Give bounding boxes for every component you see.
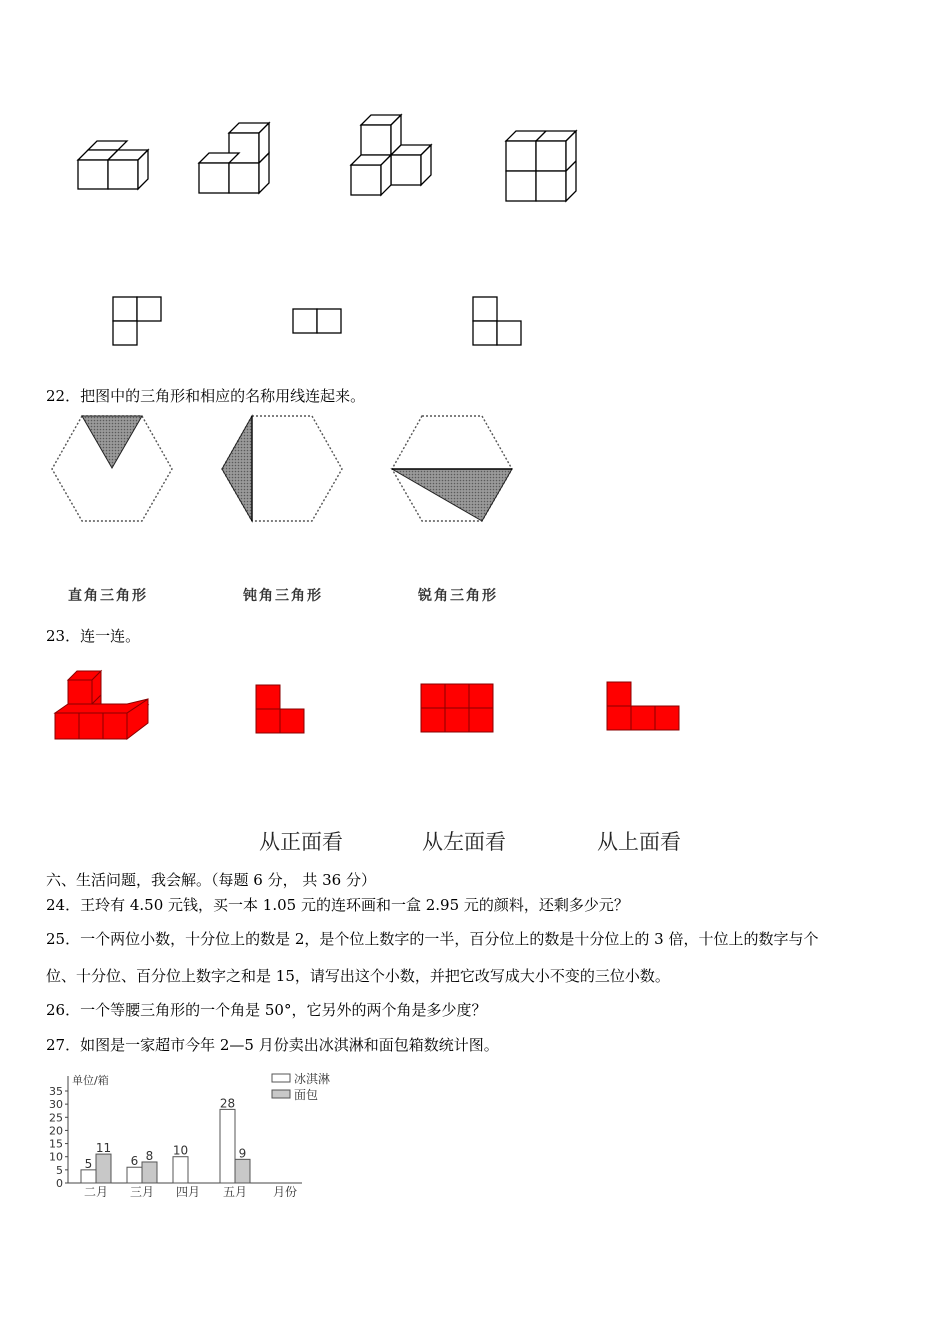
obtuse-triangle-shape	[222, 416, 252, 521]
red-solid	[55, 671, 148, 739]
legend-label: 冰淇淋	[294, 1072, 331, 1086]
cube-figures	[0, 0, 950, 360]
cube-figure-1	[78, 141, 148, 189]
view-shape-3	[473, 297, 521, 345]
q25-line-1: 25．一个两位小数，十分位上的数是 2，是个位上数字的一半，百分位上的数是十分位上的 3 倍，十位上的数字与个	[46, 930, 819, 948]
bar-value-label: 28	[219, 1096, 236, 1111]
legend-swatch	[272, 1090, 290, 1098]
q26-text: 26．一个等腰三角形的一个角是 50°，它另外的两个角是多少度？	[46, 1001, 487, 1019]
bar-value-label: 9	[238, 1146, 247, 1161]
red-cube-figures	[0, 665, 950, 765]
cube-figure-3	[351, 115, 431, 195]
bar	[81, 1170, 96, 1183]
acute-triangle-shape	[82, 416, 142, 468]
view-shape-2	[293, 309, 341, 333]
bar	[235, 1159, 250, 1183]
x-tick-label: 四月	[175, 1185, 201, 1199]
triangle-label-acute: 锐角三角形	[418, 588, 498, 604]
section-6-heading: 六、生活问题，我会解。（每题 6 分， 共 36 分）	[46, 871, 376, 889]
bar	[127, 1167, 142, 1183]
bar	[142, 1162, 157, 1183]
bar-value-label: 8	[145, 1148, 154, 1163]
q25-line-2: 位、十分位、百分位上数字之和是 15，请写出这个小数，并把它改写成大小不变的三位小数。	[46, 967, 670, 985]
view-label-left: 从左面看	[422, 830, 506, 854]
x-tick-label: 五月	[222, 1185, 248, 1199]
y-tick-label: 25	[49, 1111, 63, 1125]
q24-text: 24．王玲有 4.50 元钱，买一本 1.05 元的连环画和一盒 2.95 元的颜料，还剩多少元？	[46, 896, 629, 914]
view-shape-1	[113, 297, 161, 345]
q22-text: 22．把图中的三角形和相应的名称用线连起来。	[46, 387, 366, 405]
bar-value-label: 10	[172, 1143, 189, 1158]
triangle-label-obtuse: 钝角三角形	[243, 588, 323, 604]
cube-figure-4	[506, 131, 576, 201]
cube-figure-2	[199, 123, 269, 193]
q27-text: 27．如图是一家超市今年 2—5 月份卖出冰淇淋和面包箱数统计图。	[46, 1036, 499, 1054]
bar-chart	[40, 1066, 340, 1206]
bar-value-label: 5	[84, 1156, 93, 1171]
x-tick-label: 三月	[129, 1185, 155, 1199]
x-tick-label: 二月	[83, 1185, 109, 1199]
bar-value-label: 6	[130, 1154, 139, 1169]
bar-value-label: 11	[95, 1141, 112, 1156]
y-tick-label: 10	[49, 1150, 63, 1164]
red-view-3	[607, 682, 679, 730]
right-triangle-shape	[392, 469, 512, 521]
y-tick-label: 0	[56, 1177, 63, 1190]
y-tick-label: 15	[49, 1137, 63, 1151]
bar	[96, 1154, 111, 1183]
view-label-front: 从正面看	[259, 830, 343, 854]
legend-swatch	[272, 1074, 290, 1082]
x-axis-label: 月份	[272, 1185, 298, 1199]
triangle-label-right: 直角三角形	[68, 588, 148, 604]
red-view-2	[421, 684, 493, 732]
bar	[220, 1109, 235, 1183]
y-axis-label: 单位/箱	[72, 1074, 109, 1087]
legend-label: 面包	[294, 1088, 319, 1102]
y-tick-label: 30	[49, 1098, 63, 1112]
q23-text: 23．连一连。	[46, 627, 141, 645]
y-tick-label: 35	[49, 1085, 63, 1098]
hexagon-triangles	[0, 410, 950, 610]
bar	[173, 1157, 188, 1183]
red-view-1	[256, 685, 304, 733]
view-label-top: 从上面看	[597, 830, 681, 854]
y-tick-label: 20	[49, 1124, 63, 1138]
y-tick-label: 5	[56, 1163, 63, 1177]
